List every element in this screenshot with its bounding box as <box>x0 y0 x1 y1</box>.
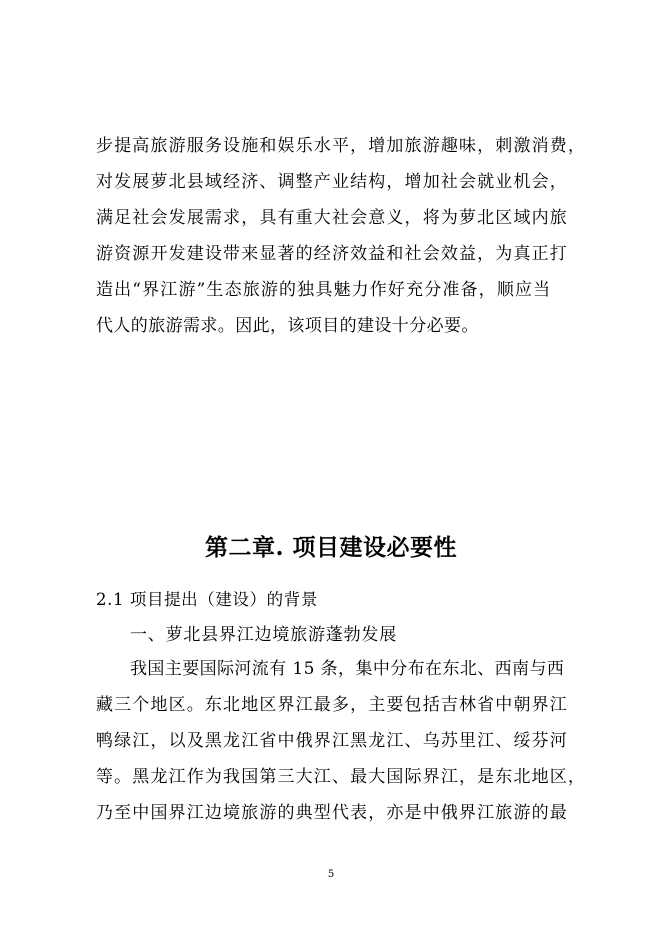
paragraph-line: 鸭绿江，以及黑龙江省中俄界江黑龙江、乌苏里江、绥芬河 <box>96 731 568 751</box>
paragraph-line: 乃至中国界江边境旅游的典型代表，亦是中俄界江旅游的最 <box>96 803 568 823</box>
paragraph-line: 游资源开发建设带来显著的经济效益和社会效益，为真正打 <box>96 244 568 264</box>
chapter-title: 第二章. 项目建设必要性 <box>204 534 457 561</box>
paragraph-line: 等。黑龙江作为我国第三大江、最大国际界江，是东北地区， <box>96 767 587 787</box>
top-paragraph <box>96 128 587 344</box>
paragraph-line: 造出“界江游”生态旅游的独具魅力作好充分准备，顺应当 <box>96 280 552 300</box>
paragraph-line: 藏三个地区。东北地区界江最多，主要包括吉林省中朝界江 <box>96 695 568 715</box>
paragraph-line: 代人的旅游需求。因此，该项目的建设十分必要。 <box>96 316 479 336</box>
body-paragraph <box>96 651 587 831</box>
subsection-heading: 一、萝北县界江边境旅游蓬勃发展 <box>130 625 397 645</box>
paragraph-line: 步提高旅游服务设施和娱乐水平，增加旅游趣味，刺激消费， <box>96 136 587 156</box>
paragraph-line: 满足社会发展需求，具有重大社会意义，将为萝北区域内旅 <box>96 208 568 228</box>
page-number: 5 <box>327 869 335 880</box>
paragraph-line: 对发展萝北县域经济、调整产业结构，增加社会就业机会， <box>96 172 568 192</box>
section-heading: 2.1 项目提出（建设）的背景 <box>96 590 318 609</box>
paragraph-line: 我国主要国际河流有 15 条，集中分布在东北、西南与西 <box>130 659 565 679</box>
